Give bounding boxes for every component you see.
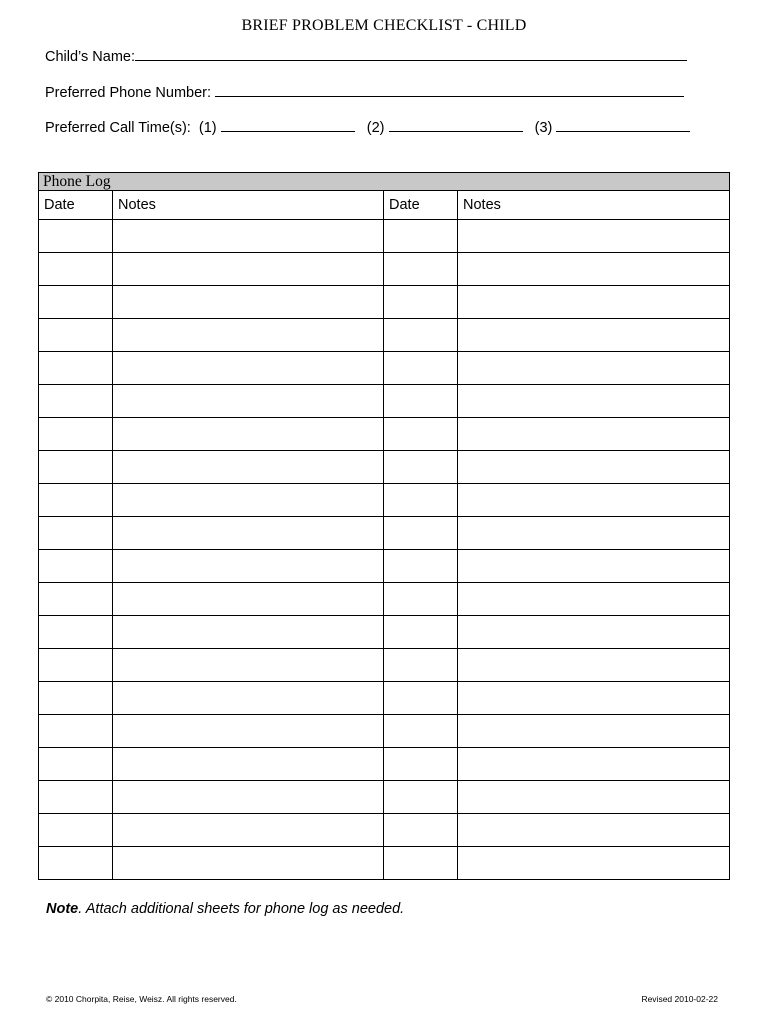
date-cell[interactable] [384,715,458,748]
phone-log-table [38,172,730,880]
date-cell[interactable] [39,715,113,748]
table-row [39,847,730,880]
date-cell[interactable] [384,220,458,253]
date-column-header: Date [39,191,113,220]
notes-cell[interactable] [113,385,384,418]
notes-column-header: Notes [113,191,384,220]
notes-cell[interactable] [113,781,384,814]
notes-cell[interactable] [113,418,384,451]
notes-cell[interactable] [113,319,384,352]
date-cell[interactable] [39,253,113,286]
table-row [39,418,730,451]
notes-cell[interactable] [113,715,384,748]
date-cell[interactable] [384,286,458,319]
revision-date: Revised 2010-02-22 [641,994,718,1004]
date-cell[interactable] [39,484,113,517]
date-cell[interactable] [39,583,113,616]
date-cell[interactable] [384,649,458,682]
notes-cell[interactable] [458,781,730,814]
date-cell[interactable] [39,385,113,418]
notes-cell[interactable] [113,682,384,715]
notes-cell[interactable] [113,748,384,781]
notes-cell[interactable] [458,319,730,352]
child-name-label: Child’s Name: [45,49,135,65]
child-name-field [45,46,687,65]
date-column-header: Date [384,191,458,220]
call-slot-2-label: (2) [366,120,385,136]
page-title: BRIEF PROBLEM CHECKLIST - CHILD [241,17,527,34]
phone-number-field [45,82,684,101]
notes-cell[interactable] [113,583,384,616]
table-row [39,682,730,715]
call-time-2-line[interactable] [389,117,523,132]
notes-cell[interactable] [113,550,384,583]
copyright-text: © 2010 Chorpita, Reise, Weisz. All rights reserved. [46,994,237,1004]
notes-cell[interactable] [113,220,384,253]
table-row [39,517,730,550]
table-row [39,286,730,319]
notes-cell[interactable] [113,286,384,319]
date-cell[interactable] [39,682,113,715]
date-cell[interactable] [384,253,458,286]
notes-cell[interactable] [458,451,730,484]
date-cell[interactable] [39,847,113,880]
notes-cell[interactable] [458,253,730,286]
notes-cell[interactable] [458,352,730,385]
date-cell[interactable] [39,418,113,451]
notes-cell[interactable] [113,517,384,550]
date-cell[interactable] [384,682,458,715]
call-time-1-line[interactable] [221,117,355,132]
date-cell[interactable] [39,550,113,583]
notes-cell[interactable] [458,286,730,319]
table-row [39,484,730,517]
notes-cell[interactable] [458,385,730,418]
date-cell[interactable] [384,385,458,418]
date-cell[interactable] [39,616,113,649]
notes-cell[interactable] [458,220,730,253]
date-cell[interactable] [384,418,458,451]
notes-cell[interactable] [113,847,384,880]
table-row [39,319,730,352]
date-cell[interactable] [384,583,458,616]
notes-cell[interactable] [458,418,730,451]
date-cell[interactable] [384,319,458,352]
table-row [39,385,730,418]
date-cell[interactable] [384,550,458,583]
date-cell[interactable] [39,649,113,682]
child-name-line[interactable] [135,46,687,61]
notes-column-header: Notes [458,191,730,220]
call-time-field [45,117,690,136]
table-row [39,814,730,847]
notes-cell[interactable] [458,814,730,847]
notes-cell[interactable] [458,748,730,781]
call-time-3-line[interactable] [556,117,690,132]
notes-cell[interactable] [113,451,384,484]
date-cell[interactable] [39,781,113,814]
phone-number-line[interactable] [215,82,684,97]
note-body: . Attach additional sheets for phone log as needed. [78,901,405,917]
table-row [39,550,730,583]
date-cell[interactable] [384,781,458,814]
table-row [39,616,730,649]
date-cell[interactable] [39,352,113,385]
date-cell[interactable] [39,814,113,847]
notes-cell[interactable] [458,715,730,748]
notes-cell[interactable] [458,550,730,583]
notes-cell[interactable] [458,682,730,715]
table-row [39,220,730,253]
table-row [39,748,730,781]
call-slot-1-label: (1) [198,120,217,136]
date-cell[interactable] [39,748,113,781]
notes-cell[interactable] [458,484,730,517]
date-cell[interactable] [384,352,458,385]
notes-cell[interactable] [458,616,730,649]
date-cell[interactable] [384,616,458,649]
table-row [39,451,730,484]
call-time-label: Preferred Call Time(s): [45,120,191,136]
table-row [39,583,730,616]
notes-cell[interactable] [113,814,384,847]
table-row [39,352,730,385]
notes-cell[interactable] [458,649,730,682]
phone-number-label: Preferred Phone Number: [45,85,212,101]
table-row [39,253,730,286]
date-cell[interactable] [384,484,458,517]
notes-cell[interactable] [458,517,730,550]
date-cell[interactable] [39,286,113,319]
date-cell[interactable] [384,748,458,781]
note-label: Note [46,901,79,917]
phone-log-body [39,220,730,880]
table-row [39,781,730,814]
date-cell[interactable] [384,517,458,550]
date-cell[interactable] [384,451,458,484]
date-cell[interactable] [39,451,113,484]
note-text [46,901,404,917]
date-cell[interactable] [39,220,113,253]
notes-cell[interactable] [458,583,730,616]
call-slot-3-label: (3) [534,120,553,136]
notes-cell[interactable] [113,649,384,682]
notes-cell[interactable] [113,484,384,517]
table-row [39,715,730,748]
date-cell[interactable] [384,814,458,847]
phone-log-heading: Phone Log [39,173,730,191]
notes-cell[interactable] [113,352,384,385]
notes-cell[interactable] [113,616,384,649]
date-cell[interactable] [39,517,113,550]
date-cell[interactable] [384,847,458,880]
notes-cell[interactable] [113,253,384,286]
table-row [39,649,730,682]
notes-cell[interactable] [458,847,730,880]
date-cell[interactable] [39,319,113,352]
